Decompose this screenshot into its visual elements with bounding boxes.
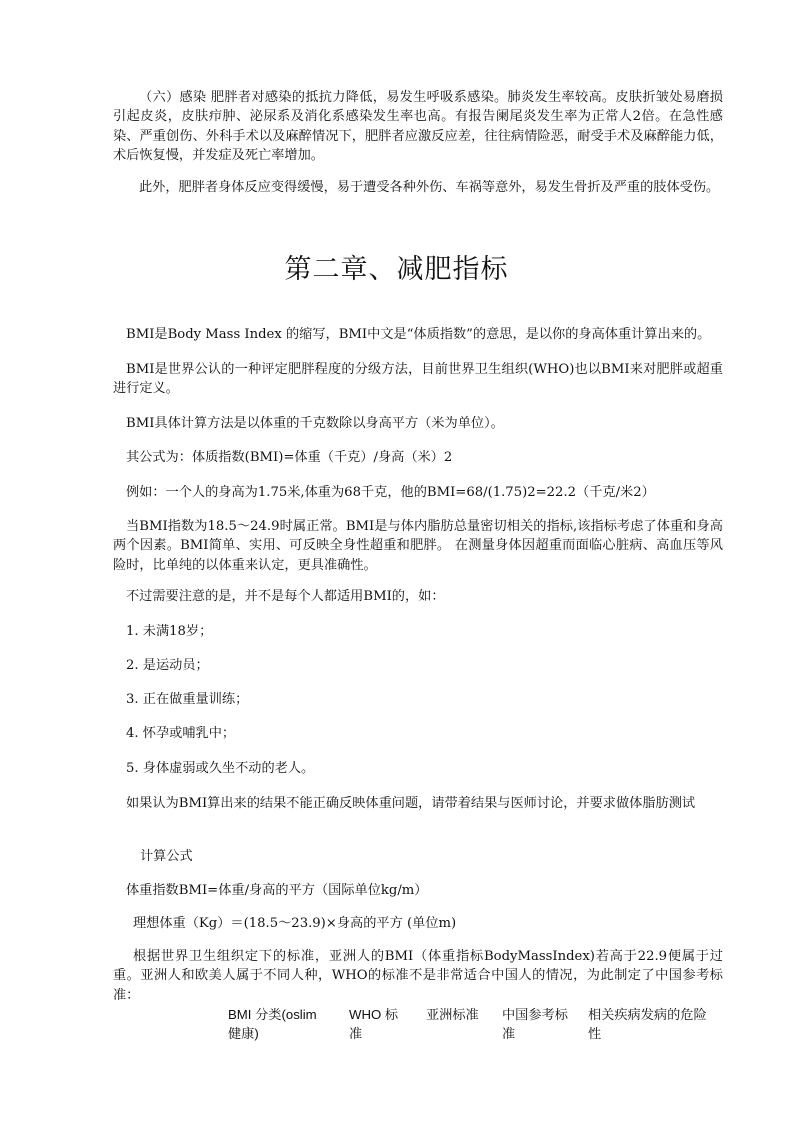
paragraph-infection: （六）感染 肥胖者对感染的抵抗力降低，易发生呼吸系感染。肺炎发生率较高。皮肤折皱处易磨损引起皮炎，皮肤疖肿、泌尿系及消化系感染发生率也高。有报告阑尾炎发生率为正常人2倍。在急性感染、严重创伤、外科手术以及麻醉情况下，肥胖者应激反应差，往往病情险恶，耐受手术及麻醉能力低，术后恢复慢，并发症及死亡率增加。	[113, 90, 723, 164]
list-item: 4. 怀孕或哺乳中；	[126, 726, 236, 741]
table-header-cell: 中国参考标 准	[502, 1007, 568, 1041]
bmi-caveat: 不过需要注意的是，并不是每个人都适用BMI的，如：	[126, 589, 445, 604]
calc-heading: 计算公式	[140, 849, 193, 864]
list-item: 2. 是运动员；	[126, 658, 209, 673]
bmi-normal-range: 当BMI指数为18.5～24.9时属正常。BMI是与体内脂肪总量密切相关的指标,该指标考虑了体重和身高两个因素。BMI简单、实用、可反映全身性超重和肥胖。 在测量身体因超重而面临心脏病、高血压等风险时，比单纯的以体重来认定，更具准确性。	[113, 519, 723, 573]
bmi-method: BMI具体计算方法是以体重的千克数除以身高平方（米为单位）。	[126, 416, 504, 431]
bmi-standard: BMI是世界公认的一种评定肥胖程度的分级方法，目前世界卫生组织(WHO)也以BMI来对肥胖或超重进行定义。	[113, 362, 723, 397]
bmi-formula: 其公式为：体质指数(BMI)=体重（千克）/身高（米）2	[126, 450, 453, 465]
list-item: 3. 正在做重量训练；	[126, 692, 249, 707]
table-header-cell: 相关疾病发病的危险 性	[588, 1007, 707, 1041]
table-header-cell: 亚洲标准	[426, 1007, 479, 1022]
list-item: 1. 未满18岁；	[126, 624, 213, 639]
calc-ideal: 理想体重（Kg）＝(18.5～23.9)×身高的平方 (单位m)	[133, 916, 457, 931]
table-header-cell: BMI 分类(oslim 健康)	[228, 1007, 317, 1041]
table-header-cell: WHO 标 准	[349, 1007, 399, 1041]
paragraph-injury: 此外，肥胖者身体反应变得缓慢，易于遭受各种外伤、车祸等意外，易发生骨折及严重的肢体受伤。	[139, 180, 720, 195]
calc-index: 体重指数BMI=体重/身高的平方（国际单位kg/m）	[126, 883, 428, 898]
china-standard: 根据世界卫生组织定下的标准，亚洲人的BMI（体重指标BodyMassIndex)若高于22.9便属于过重。亚洲人和欧美人属于不同人种，WHO的标准不是非常适合中国人的情况，为此制定了中国参考标准：	[113, 949, 723, 1003]
chapter-title: 第二章、减肥指标	[284, 254, 509, 285]
bmi-advice: 如果认为BMI算出来的结果不能正确反映体重问题，请带着结果与医师讨论，并要求做体脂肪测试	[126, 796, 696, 811]
bmi-intro: BMI是Body Mass Index 的缩写，BMI中文是“体质指数”的意思，是以你的身高体重计算出来的。	[126, 327, 711, 342]
bmi-example: 例如：一个人的身高为1.75米,体重为68千克，他的BMI=68/(1.75)2=22.2（千克/米2）	[126, 485, 655, 500]
list-item: 5. 身体虚弱或久坐不动的老人。	[126, 761, 315, 776]
